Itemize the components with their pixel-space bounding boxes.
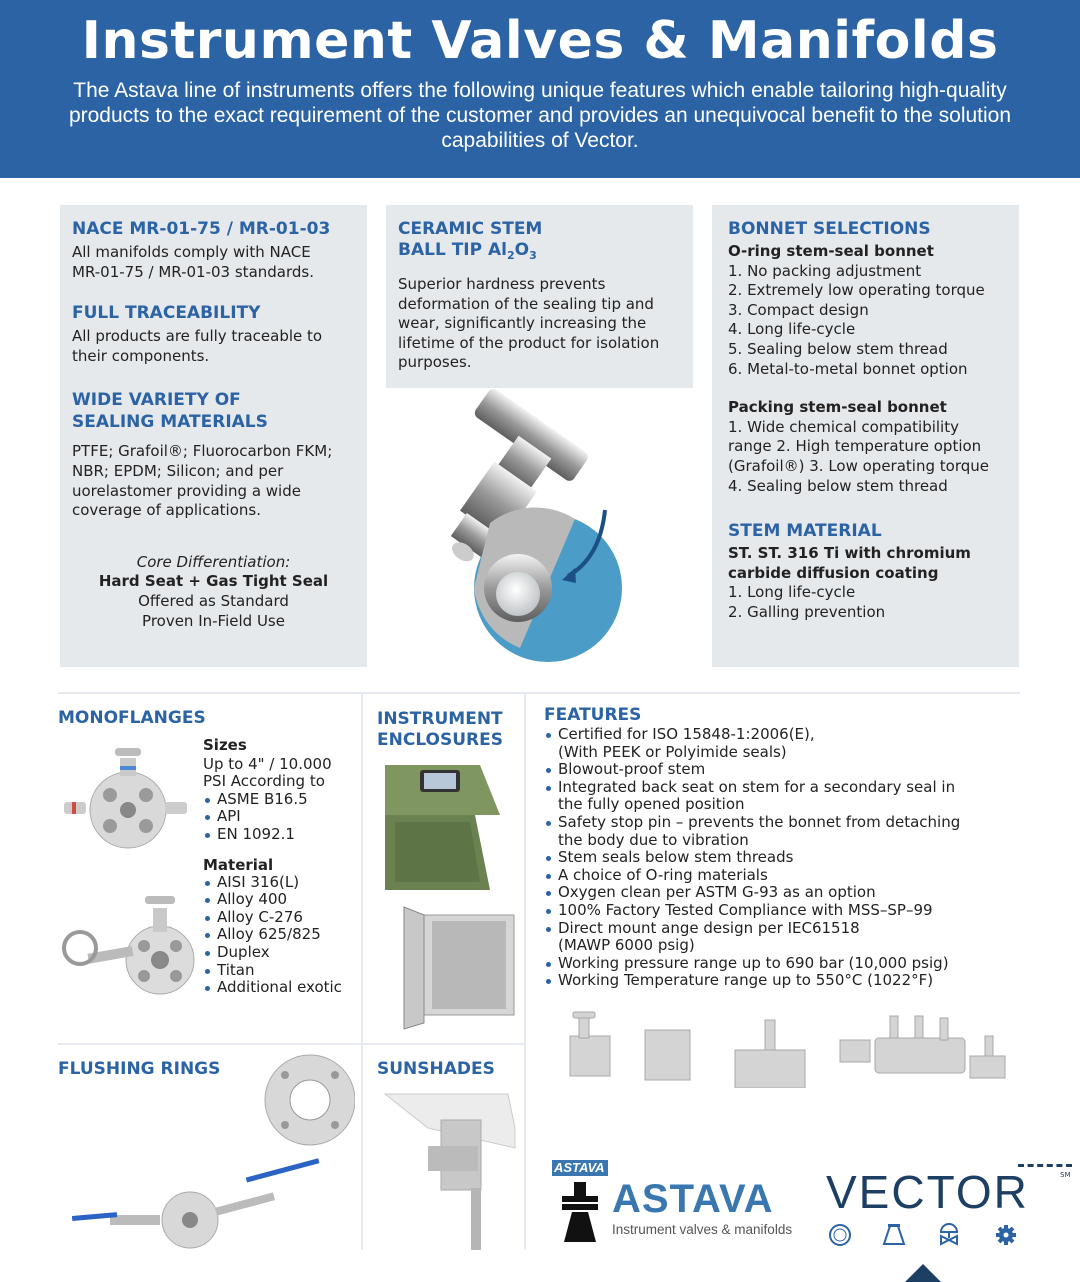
sizes-item: EN 1092.1 xyxy=(203,826,361,844)
gauge-icon xyxy=(830,1225,850,1245)
packing-line: range 2. High temperature option xyxy=(728,437,982,456)
feature-item xyxy=(544,849,1014,867)
packing-line: 1. Wide chemical compatibility xyxy=(728,417,959,436)
packing-title: Packing stem-seal bonnet xyxy=(728,398,947,417)
stem-subtitle-1: ST. ST. 316 Ti with chromium xyxy=(728,544,971,563)
features-list xyxy=(544,726,1014,990)
sunshades-title: SUNSHADES xyxy=(377,1059,495,1079)
nace-title: NACE MR-01-75 / MR-01-03 xyxy=(72,219,331,239)
feature-line: Working pressure range up to 690 bar (10,000 psig) xyxy=(558,953,949,972)
oring-item: 5. Sealing below stem thread xyxy=(728,339,948,358)
core-label: Core Differentiation: xyxy=(136,552,291,571)
ceramic-body: Superior hardness prevents deformation of the sealing tip and wear, significantly increasing the lifetime of the product for isolation purposes. xyxy=(398,275,660,372)
flushing-rings-title: FLUSHING RINGS xyxy=(58,1059,221,1079)
features-section xyxy=(544,705,1014,990)
subscript-2: 2 xyxy=(506,249,515,262)
scroll-up-arrow-icon[interactable] xyxy=(905,1264,941,1282)
traceability-body: All products are fully traceable to their components. xyxy=(72,327,323,365)
row-divider xyxy=(58,1043,526,1045)
enclosures-title xyxy=(377,709,503,751)
feature-line: Certified for ISO 15848-1:2006(E), xyxy=(558,725,815,743)
sealing-body: PTFE; Grafoil®; Fluorocarbon FKM; NBR; EPDM; Silicon; and per uorelastomer providing a wide coverage of applications. xyxy=(72,442,333,520)
material-item: Alloy 625/825 xyxy=(203,926,361,944)
material-item: AISI 316(L) xyxy=(203,874,361,892)
ceramic-title-prefix: BALL TIP Al xyxy=(398,240,507,260)
flask-icon xyxy=(884,1224,904,1244)
feature-line: Stem seals below stem threads xyxy=(558,848,794,867)
stem-material-title: STEM MATERIAL xyxy=(728,521,882,542)
oring-item: 3. Compact design xyxy=(728,300,869,319)
features-title: FEATURES xyxy=(544,705,642,725)
core-line-1: Offered as Standard xyxy=(138,591,289,610)
oring-item: 2. Extremely low operating torque xyxy=(728,281,985,300)
nace-panel xyxy=(60,205,367,667)
monoflange-valve-image xyxy=(60,890,195,1000)
nace-body: All manifolds comply with NACE MR-01-75 / MR-01-03 standards. xyxy=(72,243,314,281)
astava-wordmark: ASTAVA xyxy=(612,1177,774,1221)
flushing-ring-image xyxy=(70,1050,355,1255)
valve-icon xyxy=(941,1224,957,1244)
sunshade-image xyxy=(383,1088,518,1253)
feature-item xyxy=(544,920,1014,955)
feature-item xyxy=(544,761,1014,779)
material-item: Additional exotic xyxy=(203,979,361,997)
vector-wordmark: VECTOR xyxy=(826,1166,1029,1218)
vector-sm-mark: SM xyxy=(1060,1171,1071,1179)
feature-line: Direct mount ange design per IEC61518 xyxy=(558,918,860,937)
feature-item xyxy=(544,814,1014,849)
feature-line: (MAWP 6000 psig) xyxy=(558,936,695,955)
stem-subtitle-2: carbide diffusion coating xyxy=(728,563,939,582)
feature-line: Working Temperature range up to 550°C (1022°F) xyxy=(558,971,934,990)
ceramic-title-1: CERAMIC STEM xyxy=(398,219,543,239)
gear-icon xyxy=(996,1225,1016,1245)
sealing-title-2: SEALING MATERIALS xyxy=(72,412,268,433)
feature-item xyxy=(544,779,1014,814)
packing-list xyxy=(728,418,1003,496)
section-divider xyxy=(58,692,1020,694)
feature-item xyxy=(544,867,1014,885)
astava-tagline: Instrument valves & manifolds xyxy=(612,1222,793,1237)
feature-line: A choice of O-ring materials xyxy=(558,865,768,884)
steel-enclosure-image xyxy=(400,905,520,1030)
sealing-title-1: WIDE VARIETY OF xyxy=(72,390,241,411)
core-line-2: Proven In-Field Use xyxy=(142,611,285,630)
oring-item: 6. Metal-to-metal bonnet option xyxy=(728,359,968,378)
material-item: Alloy 400 xyxy=(203,891,361,909)
packing-line: 4. Sealing below stem thread xyxy=(728,476,948,495)
oring-list xyxy=(728,262,1003,380)
oring-item: 1. No packing adjustment xyxy=(728,261,922,280)
column-divider xyxy=(361,692,363,1250)
sizes-list xyxy=(203,791,361,844)
sizes-line-2: PSI According to xyxy=(203,772,325,791)
core-headline: Hard Seat + Gas Tight Seal xyxy=(98,572,329,591)
core-differentiation xyxy=(72,553,355,631)
astava-logo xyxy=(552,1160,608,1246)
material-list xyxy=(203,874,361,997)
stem-item: 2. Galling prevention xyxy=(728,602,886,621)
material-item: Alloy C-276 xyxy=(203,909,361,927)
bonnet-panel xyxy=(712,205,1019,667)
monoflange-sizes xyxy=(203,736,361,997)
sizes-title: Sizes xyxy=(203,736,247,754)
bonnet-title: BONNET SELECTIONS xyxy=(728,219,931,239)
packing-line: (Grafoil®) 3. Low operating torque xyxy=(728,456,989,475)
feature-line: Safety stop pin – prevents the bonnet from detaching xyxy=(558,812,961,831)
enclosures-title-1: INSTRUMENT xyxy=(377,709,503,729)
page-title: Instrument Valves & Manifolds xyxy=(81,11,999,71)
monoflanges-title: MONOFLANGES xyxy=(58,708,206,728)
sizes-line-1: Up to 4" / 10.000 xyxy=(203,754,332,773)
material-title: Material xyxy=(203,855,274,874)
feature-line: Integrated back seat on stem for a secondary seal in xyxy=(558,777,956,796)
feature-line: Oxygen clean per ASTM G-93 as an option xyxy=(558,883,876,902)
feature-line: (With PEEK or Polyimide seals) xyxy=(558,742,787,761)
feature-item xyxy=(544,726,1014,761)
vector-arrow-line xyxy=(1018,1164,1072,1167)
enclosures-title-2: ENCLOSURES xyxy=(377,730,503,750)
feature-line: Blowout-proof stem xyxy=(558,760,706,779)
astava-logo-small: ASTAVA xyxy=(552,1160,608,1176)
stem-item: 1. Long life-cycle xyxy=(728,583,856,602)
vector-icons-row xyxy=(826,1222,1026,1248)
subscript-3: 3 xyxy=(529,249,537,262)
material-item: Titan xyxy=(203,962,361,980)
ceramic-o: O xyxy=(514,240,530,260)
traceability-title: FULL TRACEABILITY xyxy=(72,303,261,324)
astava-valve-icon xyxy=(560,1182,600,1244)
header-banner xyxy=(0,0,1080,178)
feature-item xyxy=(544,884,1014,902)
ceramic-stem-image xyxy=(400,388,690,678)
ceramic-panel xyxy=(386,205,693,388)
column-divider xyxy=(524,692,526,1250)
feature-item xyxy=(544,955,1014,973)
sizes-item: ASME B16.5 xyxy=(203,791,361,809)
oring-item: 4. Long life-cycle xyxy=(728,320,856,339)
feature-line: the fully opened position xyxy=(558,795,745,814)
feature-line: 100% Factory Tested Compliance with MSS–SP–99 xyxy=(558,900,933,919)
intro-text: The Astava line of instruments offers the following unique features which enable tailoring high-quality products to the exact requirement of the customer and provides an unequivocal benefit to the solution capabilities of Vector. xyxy=(68,79,1012,152)
manifolds-image xyxy=(545,1008,1025,1088)
sizes-item: API xyxy=(203,808,361,826)
monoflange-image xyxy=(60,740,195,850)
green-enclosure-image xyxy=(380,760,510,900)
material-item: Duplex xyxy=(203,944,361,962)
feature-item xyxy=(544,902,1014,920)
ceramic-title-2 xyxy=(398,240,681,266)
feature-line: the body due to vibration xyxy=(558,830,749,849)
oring-title: O-ring stem-seal bonnet xyxy=(728,242,934,260)
feature-item xyxy=(544,972,1014,990)
